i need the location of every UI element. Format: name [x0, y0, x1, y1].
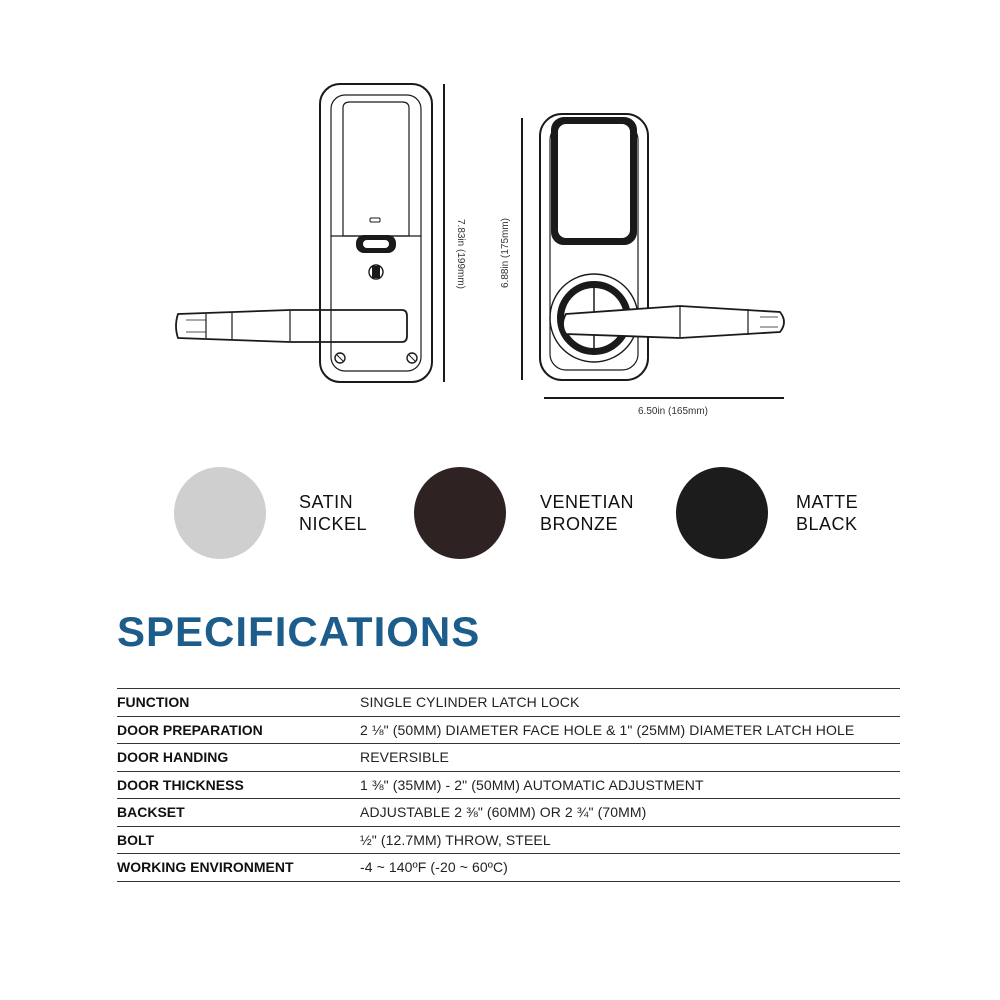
height-back-label: 7.83in (199mm) — [455, 218, 466, 290]
spec-value: 1 ⅜" (35MM) - 2" (50MM) AUTOMATIC ADJUSTMENT — [360, 771, 900, 799]
height-dimension-back — [444, 84, 466, 382]
finish-venetian-bronze — [414, 466, 634, 560]
spec-value: 2 ⅛" (50MM) DIAMETER FACE HOLE & 1" (25MM) DIAMETER LATCH HOLE — [360, 716, 900, 744]
spec-value: -4 ~ 140ºF (-20 ~ 60ºC) — [360, 854, 900, 882]
spec-label: DOOR HANDING — [117, 744, 360, 772]
spec-value: ADJUSTABLE 2 ⅜" (60MM) OR 2 ¾" (70MM) — [360, 799, 900, 827]
spec-label: BACKSET — [117, 799, 360, 827]
spec-label: DOOR THICKNESS — [117, 771, 360, 799]
lock-front-view — [540, 114, 784, 380]
finish-satin-nickel — [174, 466, 367, 560]
spec-value: ½" (12.7MM) THROW, STEEL — [360, 826, 900, 854]
specifications-table — [117, 688, 900, 882]
spec-label: FUNCTION — [117, 689, 360, 717]
lock-back-view — [176, 84, 432, 382]
spec-row-bolt — [117, 826, 900, 854]
spec-row-door-thickness — [117, 771, 900, 799]
specifications-title: SPECIFICATIONS — [117, 608, 481, 655]
finish-matte-black — [676, 466, 858, 560]
spec-row-door-preparation — [117, 716, 900, 744]
height-front-label: 6.88in (175mm) — [500, 217, 511, 289]
lock-dimension-diagram — [0, 0, 1000, 440]
spec-row-function — [117, 689, 900, 717]
width-label: 6.50in (165mm) — [637, 406, 709, 417]
venetian-bronze-label: VENETIAN BRONZE — [540, 492, 635, 534]
spec-value: SINGLE CYLINDER LATCH LOCK — [360, 689, 900, 717]
spec-label: BOLT — [117, 826, 360, 854]
matte-black-label: MATTE BLACK — [796, 492, 859, 534]
spec-row-backset — [117, 799, 900, 827]
satin-nickel-swatch — [174, 467, 266, 559]
spec-label: DOOR PREPARATION — [117, 716, 360, 744]
spec-value: REVERSIBLE — [360, 744, 900, 772]
spec-row-door-handing — [117, 744, 900, 772]
width-dimension — [544, 398, 784, 417]
height-dimension-front — [500, 118, 522, 380]
satin-nickel-label: SATIN NICKEL — [299, 492, 368, 534]
spec-row-working-environment — [117, 854, 900, 882]
matte-black-swatch — [676, 467, 768, 559]
spec-label: WORKING ENVIRONMENT — [117, 854, 360, 882]
venetian-bronze-swatch — [414, 467, 506, 559]
